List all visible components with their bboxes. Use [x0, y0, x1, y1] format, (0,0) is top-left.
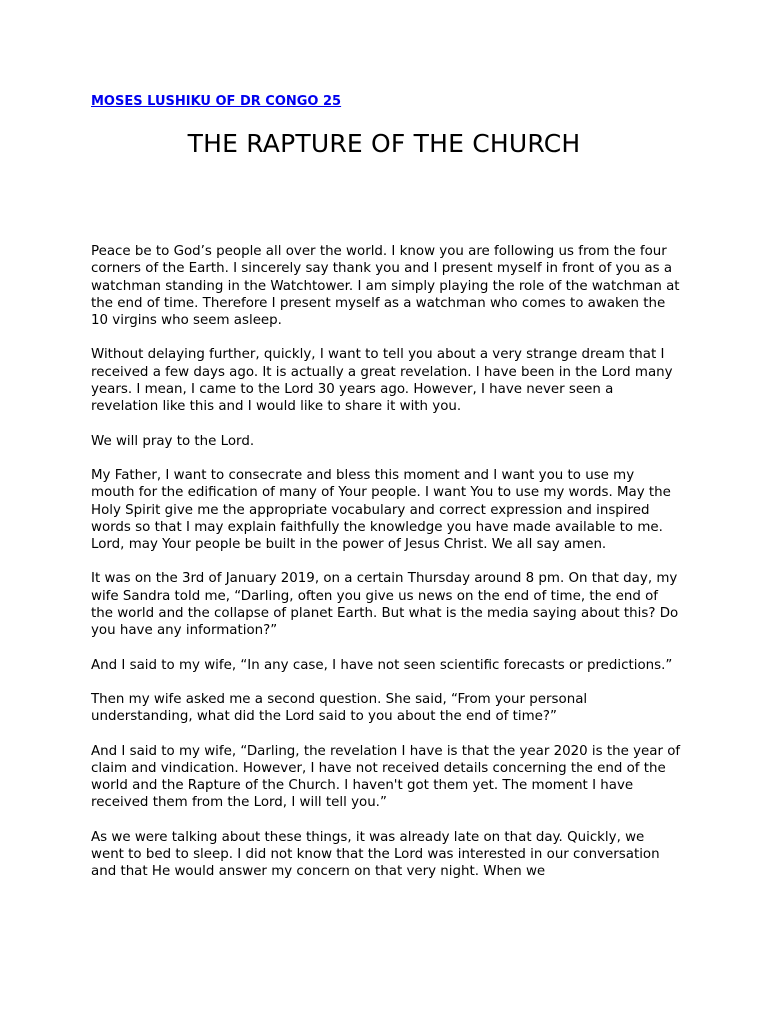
paragraph: We will pray to the Lord.	[91, 433, 255, 449]
page-title: THE RAPTURE OF THE CHURCH	[187, 129, 581, 158]
paragraph: Peace be to God’s people all over the world. I know you are following us from the four corners of the Earth. I sincerely say thank you and I present myself in front of you as a watchman standing in the Watchtower. I am simply playing the role of the watchman at the end of time. Therefore I present myself as a watchman who comes to awaken the 10 virgins who seem asleep.	[91, 244, 680, 329]
paragraph: Without delaying further, quickly, I want to tell you about a very strange dream that I received a few days ago. It is actually a great revelation. I have been in the Lord many years. I mean, I came to the Lord 30 years ago. However, I have never seen a revelation like this and I would like to share it with you.	[91, 347, 673, 415]
paragraph: As we were talking about these things, it was already late on that day. Quickly, we went to bed to sleep. I did not know that the Lord was interested in our conversation and that He would answer my concern on that very night. When we	[91, 829, 660, 880]
author-link[interactable]: MOSES LUSHIKU OF DR CONGO 25	[91, 94, 342, 109]
document-body	[91, 243, 681, 898]
paragraph: Then my wife asked me a second question. She said, “From your personal understanding, what did the Lord said to you about the end of time?”	[91, 691, 588, 725]
paragraph: My Father, I want to consecrate and bless this moment and I want you to use my mouth for the edification of many of Your people. I want You to use my words. May the Holy Spirit give me the appropriate vocabulary and correct expression and inspired words so that I may explain faithfully the knowledge you have made available to me. Lord, may Your people be built in the power of Jesus Christ. We all say amen.	[91, 467, 671, 553]
paragraph: It was on the 3rd of January 2019, on a certain Thursday around 8 pm. On that day, my wife Sandra told me, “Darling, often you give us news on the end of time, the end of the world and the collapse of planet Earth. But what is the media saying about this? Do you have any information?”	[91, 571, 679, 639]
paragraph: And I said to my wife, “Darling, the revelation I have is that the year 2020 is the year of claim and vindication. However, I have not received details concerning the end of the world and the Rapture of the Church. I haven't got them yet. The moment I have received them from the Lord, I will tell you.”	[91, 743, 681, 811]
paragraph: And I said to my wife, “In any case, I have not seen scientific forecasts or predictions.”	[91, 657, 673, 673]
